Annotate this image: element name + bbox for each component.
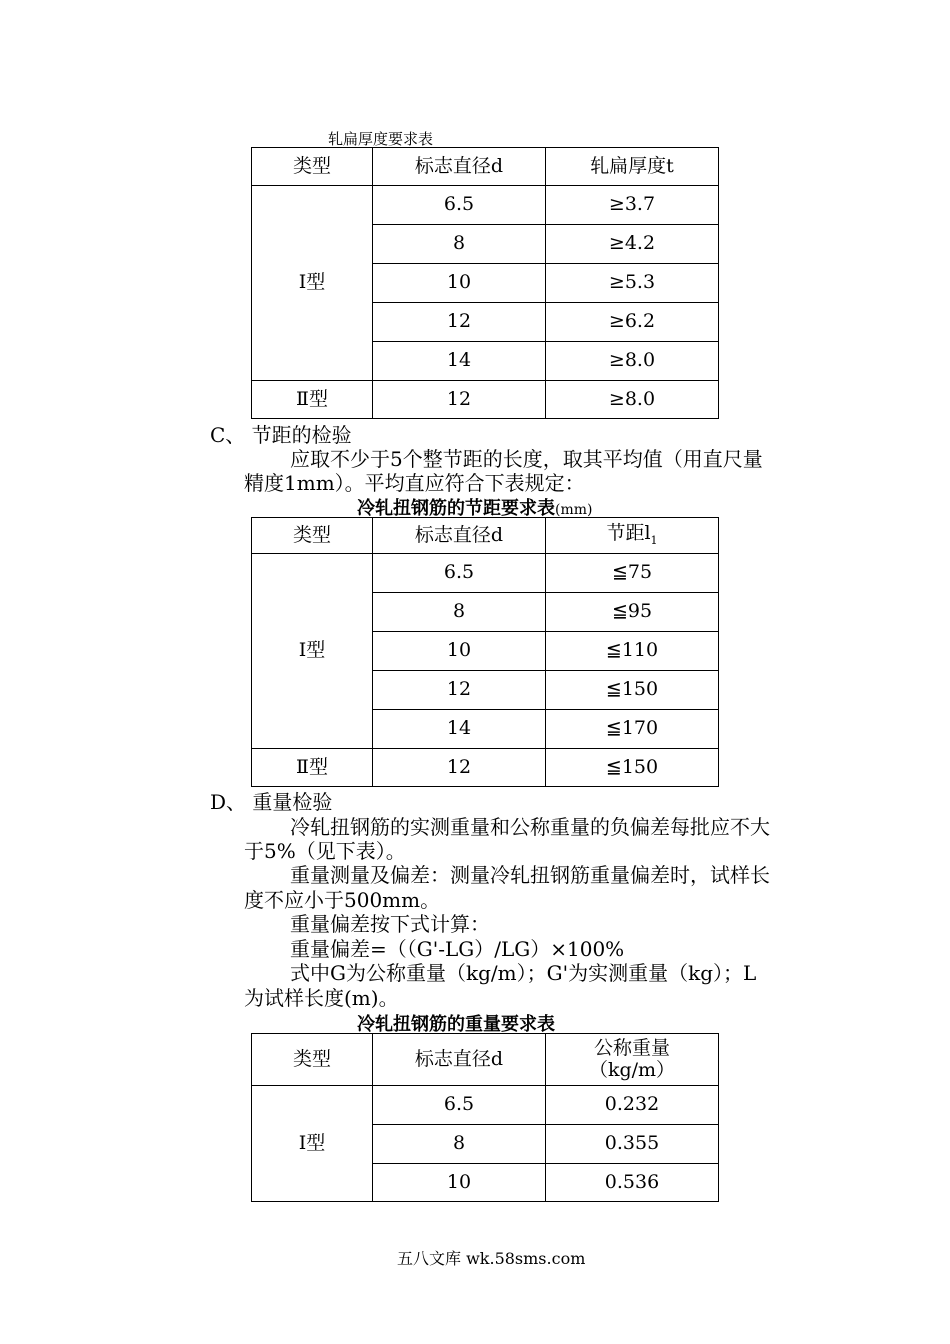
pitch-cell: ≦150 xyxy=(546,749,719,787)
header-pitch-text: 节距l xyxy=(606,522,651,545)
header-diameter: 标志直径d xyxy=(373,1034,546,1086)
type-cell: Ⅱ型 xyxy=(252,749,373,787)
header-type: 类型 xyxy=(252,148,373,186)
header-pitch-subscript: 1 xyxy=(650,534,658,548)
diameter-cell: 10 xyxy=(373,632,546,671)
header-type: 类型 xyxy=(252,518,373,554)
diameter-cell: 14 xyxy=(373,710,546,749)
header-type: 类型 xyxy=(252,1034,373,1086)
section-d-paragraph4-line2: 为试样长度(m)。 xyxy=(244,986,399,1010)
section-d-heading: D、 重量检验 xyxy=(210,790,333,814)
diameter-cell: 14 xyxy=(373,342,546,381)
footer-watermark: 五八文库 wk.58sms.com xyxy=(397,1249,586,1268)
pitch-cell: ≦150 xyxy=(546,671,719,710)
diameter-cell: 10 xyxy=(373,264,546,303)
thickness-cell: ≥5.3 xyxy=(546,264,719,303)
section-d-paragraph4-line1: 式中G为公称重量（kg/m）；G'为实测重量（kg）；L xyxy=(290,961,757,985)
pitch-table xyxy=(251,517,719,787)
table2-caption-text: 冷轧扭钢筋的节距要求表 xyxy=(357,498,555,519)
diameter-cell: 6.5 xyxy=(373,186,546,225)
diameter-cell: 6.5 xyxy=(373,1086,546,1125)
section-c-paragraph-line2: 精度1mm）。平均直应符合下表规定： xyxy=(244,471,585,495)
pitch-cell: ≦110 xyxy=(546,632,719,671)
type-cell: Ⅰ型 xyxy=(252,186,373,381)
thickness-cell: ≥8.0 xyxy=(546,381,719,419)
pitch-cell: ≦75 xyxy=(546,554,719,593)
header-thickness: 轧扁厚度t xyxy=(546,148,719,186)
diameter-cell: 8 xyxy=(373,1125,546,1164)
table1-caption: 轧扁厚度要求表 xyxy=(328,130,434,148)
weight-cell: 0.232 xyxy=(546,1086,719,1125)
section-d-paragraph2-line2: 度不应小于500mm。 xyxy=(244,888,441,912)
header-weight-unit: （kg/m） xyxy=(588,1058,676,1081)
header-diameter: 标志直径d xyxy=(373,518,546,554)
thickness-cell: ≥8.0 xyxy=(546,342,719,381)
type-cell: Ⅱ型 xyxy=(252,381,373,419)
table3-caption: 冷轧扭钢筋的重量要求表 xyxy=(357,1014,555,1035)
diameter-cell: 12 xyxy=(373,381,546,419)
weight-table xyxy=(251,1033,719,1202)
weight-cell: 0.536 xyxy=(546,1164,719,1202)
header-diameter: 标志直径d xyxy=(373,148,546,186)
diameter-cell: 8 xyxy=(373,593,546,632)
type-cell: Ⅰ型 xyxy=(252,1086,373,1202)
diameter-cell: 12 xyxy=(373,671,546,710)
pitch-cell: ≦170 xyxy=(546,710,719,749)
diameter-cell: 6.5 xyxy=(373,554,546,593)
header-weight-label: 公称重量 xyxy=(593,1036,670,1059)
section-c-heading: C、 节距的检验 xyxy=(210,423,352,447)
section-d-paragraph3: 重量偏差按下式计算： xyxy=(290,912,490,936)
weight-cell: 0.355 xyxy=(546,1125,719,1164)
weight-formula: 重量偏差=（（G'-LG）/LG）×100% xyxy=(290,937,625,961)
pitch-cell: ≦95 xyxy=(546,593,719,632)
section-c-paragraph-line1: 应取不少于5个整节距的长度，取其平均值（用直尺量 xyxy=(290,447,763,471)
diameter-cell: 8 xyxy=(373,225,546,264)
diameter-cell: 10 xyxy=(373,1164,546,1202)
header-weight xyxy=(546,1034,719,1086)
type-cell: Ⅰ型 xyxy=(252,554,373,749)
table2-caption-unit: (mm) xyxy=(555,502,593,518)
thickness-table xyxy=(251,147,719,419)
section-d-paragraph1-line2: 于5%（见下表）。 xyxy=(244,839,406,863)
thickness-cell: ≥3.7 xyxy=(546,186,719,225)
section-d-paragraph1-line1: 冷轧扭钢筋的实测重量和公称重量的负偏差每批应不大 xyxy=(290,815,770,839)
section-d-paragraph2-line1: 重量测量及偏差：测量冷轧扭钢筋重量偏差时，试样长 xyxy=(290,863,770,887)
thickness-cell: ≥6.2 xyxy=(546,303,719,342)
header-pitch xyxy=(546,518,719,554)
thickness-cell: ≥4.2 xyxy=(546,225,719,264)
diameter-cell: 12 xyxy=(373,749,546,787)
diameter-cell: 12 xyxy=(373,303,546,342)
